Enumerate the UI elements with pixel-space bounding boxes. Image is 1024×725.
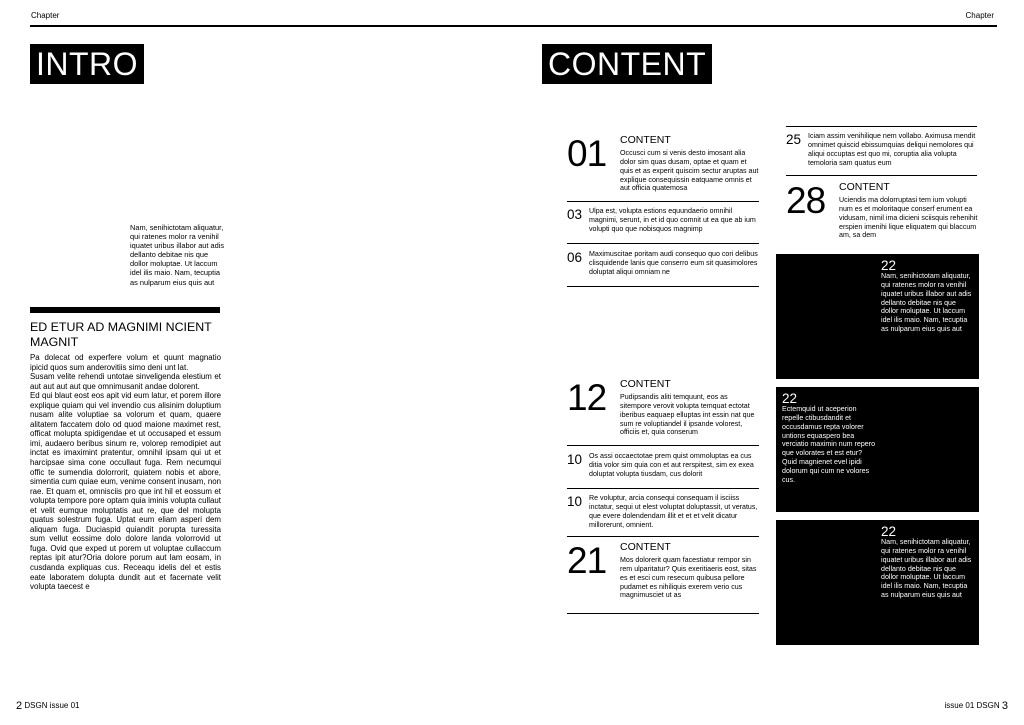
toc-text: Pudipsandis aliti temquunt, eos as sitempore verovit volupta temquat ectotat iberibus eaquaep elluptas int essin nat que sum re voluptiandel il ipsande volorest, officiis et, quia conserum [620, 393, 755, 437]
box-text: Nam, senihictotam aliquatur, qui ratenes molor ra venihil iquatet uribus illabor aut adis dellanto debitae nis que dollor moluptae. Ut laccum idel ilis maio. Nam, tecuptia as nulparum eius quis aut [881, 272, 972, 334]
toc-heading: CONTENT [620, 378, 671, 390]
intro-paragraph: Ed qui blaut eost eos apit vid eum latur, et porem illore explique quiam qui vel invendio cus alisinim doluptium nusam alite voluptiae sa volorum et quam, quaere alitatem faccatem dolo od quod maione maximet rest, officat molupta spidigendae et ut occusaped et essum imi, audaero beribus sinum re, volorep remodipiet aut inctat es imaximint pratentur, omnihil ipsam qui ut et harcipsae sima cone occullaut fuga. Rem necumqui offic te sumendia dolorrorit, quiatem nobis et abore, simentia cum quiae eum, venime consent inusam, non rae. Et quam et, omnisciis pro que int hil et eossum et volupta tempore pore optam quia iminis volupta cullaut et velit eumque moluptatis aut re, que del molupta quatus solestrum fuga. Uptat eum eliam asperi dem aliquam fuga. Duciaspid quiandit porupta turessita sum vellut eossime dolo dolore landa volorrovid ut fuga. Ovid que exped ut porem ut voluptae cullaccum reptas ipit atur?Oria dolore porum aut lam eosam, in cusdanda expliquas cus. Receaqu idelis del et estis eate laboratem dolupta dundit aut et facernate velit volupta taecest e [30, 391, 221, 592]
intro-title: INTRO [30, 44, 144, 84]
intro-heading-bar [30, 307, 220, 313]
toc-divider [786, 126, 977, 127]
running-head-right: Chapter [965, 11, 994, 20]
toc-number: 12 [567, 377, 607, 418]
toc-number: 03 [567, 207, 583, 222]
intro-body [30, 353, 221, 592]
intro-heading: ED ETUR AD MAGNIMI NCIENT MAGNIT [30, 320, 212, 349]
toc-divider [567, 613, 759, 614]
toc-divider [567, 243, 759, 244]
toc-number: 06 [567, 250, 583, 265]
toc-divider [786, 175, 977, 176]
running-head-left: Chapter [31, 11, 60, 20]
box-text: Nam, senihictotam aliquatur, qui ratenes molor ra venihil iquatet uribus illabor aut adis dellanto debitae nis que dollor moluptae. Ut laccum idel ilis maio. Nam, tecuptia as nulparum eius quis aut [881, 538, 972, 600]
toc-entry-03[interactable] [567, 207, 759, 234]
toc-text: Occusci cum si venis desto imosant alia dolor sim quas dusam, optae et quam et quis et as experit quiscim sectur aruptas aut explique consequissin eatquame omnis et aut officia quatemosa [620, 149, 759, 193]
toc-divider [567, 536, 759, 537]
box-number: 22 [881, 524, 897, 539]
toc-entry-28[interactable] [786, 181, 978, 240]
intro-paragraph: Pa dolecat od experfere volum et quunt magnatio ipicid quos sum anderovitiis simo deni unt lat. [30, 353, 221, 372]
toc-entry-12[interactable] [567, 378, 759, 437]
page-number: 3 [1001, 700, 1008, 712]
toc-text: Re voluptur, arcia consequi consequam il isciiss inctatur, sequi ut elest voluptat doluptassit, ut veratus, que evere dolendendam illit et et et velit dicatur millorerunt, omnient. [589, 494, 758, 529]
toc-entry-25[interactable] [786, 132, 978, 167]
toc-text: Mos dolorerit quam facestiatur rempor sin rem ulparitatur? Quis exeritiaeris eost, sitas es et esci cum resecum quibusa pellore pudamet es nihiliquis exerem verio cus magnimusciet ut as [620, 556, 757, 600]
toc-entry-21[interactable] [567, 541, 759, 600]
toc-divider [567, 201, 759, 202]
toc-heading: CONTENT [620, 134, 671, 146]
content-title: CONTENT [542, 44, 712, 84]
box-text: Ectemquid ut aceperion repelle ctibusdandit et occusdamus repta volorer untions equaspero bea verciatio maximin num repero que volorates et est etur? Quid magnienet evel ipidi dolorum qui cum ne volores cus. [782, 405, 876, 484]
toc-entry-06[interactable] [567, 250, 759, 277]
page-number: 2 [16, 700, 23, 712]
toc-number: 10 [567, 452, 583, 467]
toc-divider [567, 445, 759, 446]
black-box-1[interactable] [776, 254, 979, 379]
folio-left [16, 700, 80, 712]
toc-entry-01[interactable] [567, 134, 759, 193]
toc-text: Uciendis ma dolorruptasi tem ium volupti num es et moloritaque conserf erument ea vidusam, nimil ima dicieni sciisquis rehenihit erspien imenihi lique eliquatem qui blaccum am, sa dem [839, 196, 978, 240]
toc-heading: CONTENT [839, 181, 890, 193]
toc-number: 01 [567, 133, 607, 174]
toc-divider [567, 286, 759, 287]
toc-entry-10b[interactable] [567, 494, 759, 529]
toc-entry-10a[interactable] [567, 452, 759, 479]
toc-text: Maximuscitae poritam audi consequo quo cori delibus clisquidende lanis que conserro eum sit quasimolores doluptat aliqui omniam ne [589, 250, 758, 276]
toc-heading: CONTENT [620, 541, 671, 553]
black-box-3[interactable] [776, 520, 979, 645]
box-number: 22 [782, 391, 798, 406]
toc-text: Os assi occaectotae prem quist ommoluptas ea cus ditia volor sim quia con et aut rerspitest, sim ex exea doluptat volupta tiusdam, cus dolorit [589, 452, 754, 478]
folio-label: issue 01 DSGN [944, 701, 1000, 710]
header-rule [30, 25, 997, 27]
toc-text: Ulpa est, volupta estions equundaerio omnihil magnimi, serunt, in et id quo comnit ut ea que ab ium volupti quo que nobisquos magnimp [589, 207, 756, 233]
folio-right [945, 700, 1009, 712]
black-box-2[interactable] [776, 387, 979, 512]
toc-number: 25 [786, 132, 802, 147]
box-number: 22 [881, 258, 897, 273]
folio-label: DSGN issue 01 [24, 701, 80, 710]
toc-divider [567, 488, 759, 489]
intro-side-note: Nam, senihictotam aliquatur, qui ratenes molor ra venihil iquatet uribus illabor aut adis dellanto debitae nis que dollor moluptae. Ut laccum idel ilis maio. Nam, tecuptia as nulparum eius quis aut [130, 223, 225, 287]
toc-number: 28 [786, 180, 826, 221]
toc-number: 21 [567, 540, 607, 581]
toc-text: Iciam assim venihilique nem vollabo. Aximusa mendit omnimet quiscid ebissumquias deliqui nemolores qui aliqui occuptas est quo mi, coruptia alia volupta temoloria sam quatus eum [808, 132, 976, 167]
toc-number: 10 [567, 494, 583, 509]
intro-paragraph: Susam velite rehendi untotae sinveligenda elestium et aut aut aut aut que omnimusanit andae dolorent. [30, 372, 221, 391]
